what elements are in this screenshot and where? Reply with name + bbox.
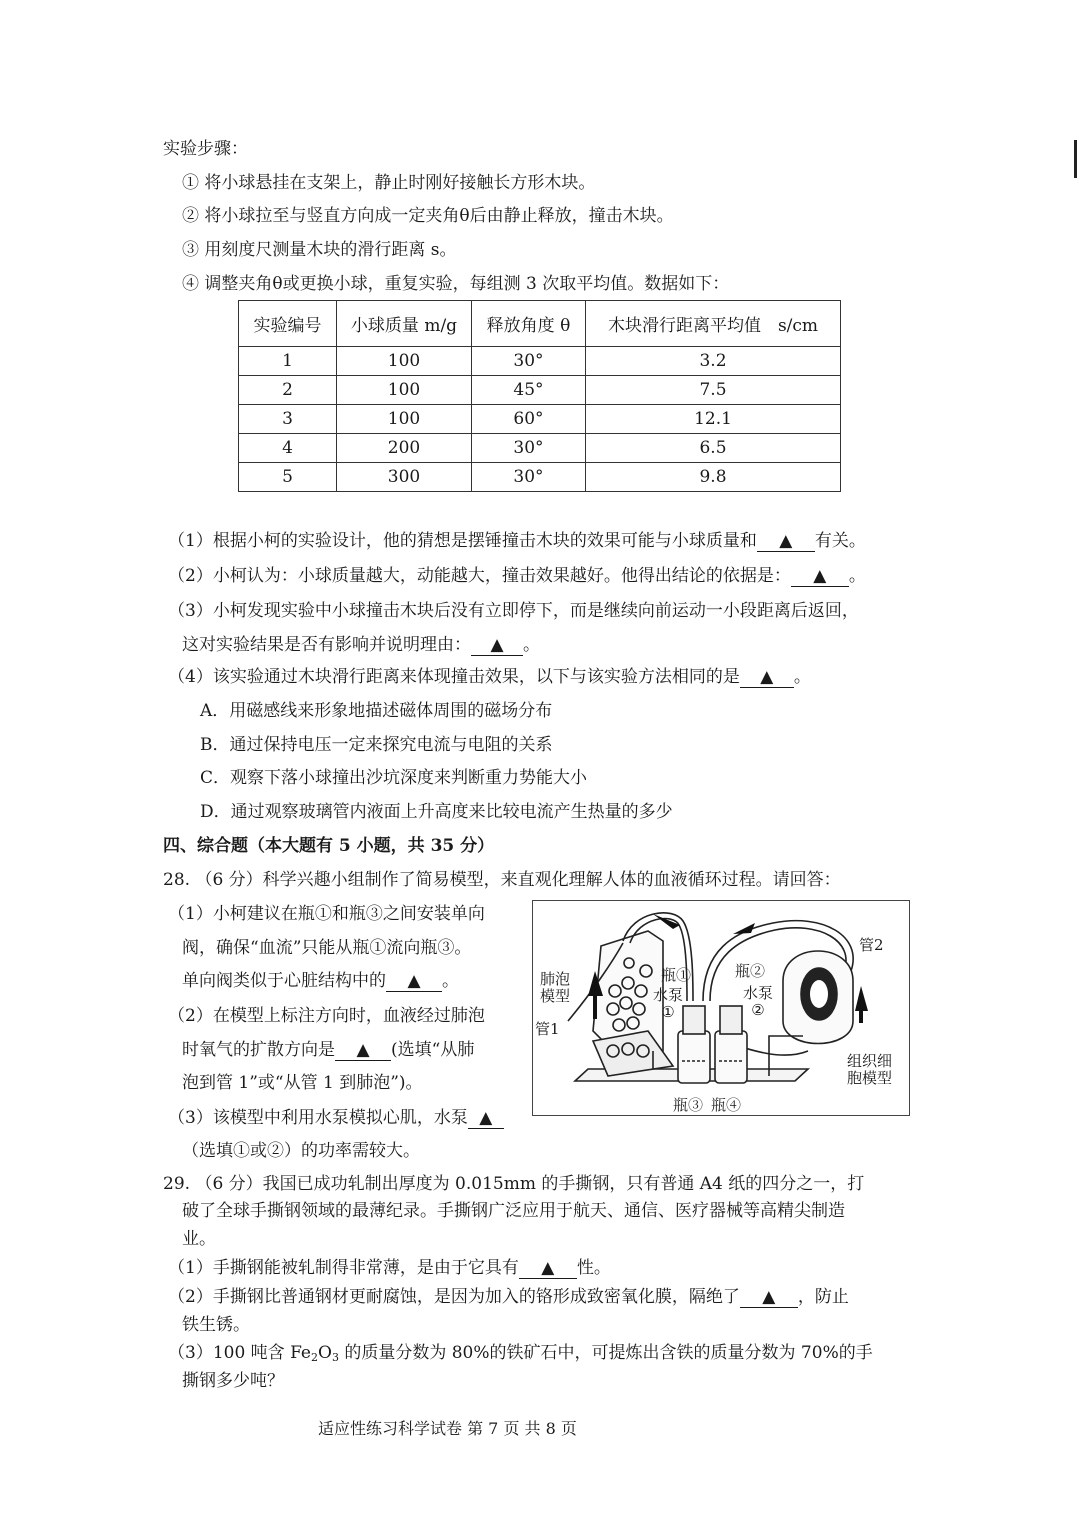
q29-part1-tail: 性。 [576, 1258, 611, 1278]
option-b[interactable]: B．通过保持电压一定来探究电流与电阻的关系 [200, 735, 553, 755]
answer-blank[interactable]: ▲ [791, 566, 849, 587]
label-pump-2: 水泵 ② [743, 984, 774, 1019]
section-heading: 四、综合题（本大题有 5 小题，共 35 分） [163, 836, 495, 856]
table-cell: 30° [472, 434, 586, 463]
q29-stem-line3: 业。 [182, 1229, 216, 1249]
answer-blank[interactable]: ▲ [757, 531, 815, 552]
q29-part3-text: （3）100 吨含 Fe [168, 1343, 311, 1363]
table-cell: 300 [337, 463, 472, 492]
answer-blank[interactable]: ▲ [740, 667, 794, 688]
q28-part1-tail: 。 [442, 971, 459, 991]
q27-part2 [168, 564, 866, 588]
q28-part1-text: 单向阀类似于心脏结构中的 [182, 971, 386, 991]
q28-part2-line3: 泡到管 1”或“从管 1 到肺泡”)。 [182, 1073, 423, 1093]
circulation-model-figure [532, 900, 910, 1116]
step-3: ③ 用刻度尺测量木块的滑行距离 s。 [182, 240, 457, 260]
q29-part2-tail: ，防止 [797, 1287, 849, 1307]
label-alveoli-model: 肺泡 模型 [540, 970, 571, 1005]
q27-part4-tail: 。 [793, 667, 811, 687]
q28-part2-line1: （2）在模型上标注方向时，血液经过肺泡 [168, 1006, 485, 1026]
step-4: ④ 调整夹角θ或更换小球，重复实验，每组测 3 次取平均值。数据如下： [182, 274, 730, 294]
table-header: 小球质量 m/g [337, 301, 472, 347]
table-cell: 9.8 [586, 463, 841, 492]
q29-part1-text: （1）手撕钢能被轧制得非常薄，是由于它具有 [168, 1258, 519, 1278]
option-c[interactable]: C．观察下落小球撞出沙坑深度来判断重力势能大小 [200, 768, 588, 788]
table-header: 释放角度 θ [472, 301, 586, 347]
answer-blank[interactable]: ▲ [386, 971, 442, 992]
answer-blank[interactable]: ▲ [468, 1108, 504, 1129]
q29-part2 [168, 1285, 849, 1309]
steps-heading: 实验步骤： [163, 139, 248, 159]
q29-part3-oxygen: O [318, 1343, 332, 1363]
table-cell: 7.5 [586, 376, 841, 405]
q27-part3-text: 这对实验结果是否有影响并说明理由： [182, 635, 471, 655]
q28-stem: 28. （6 分）科学兴趣小组制作了简易模型，来直观化理解人体的血液循环过程。请回答： [163, 870, 841, 890]
table-cell: 100 [337, 376, 472, 405]
table-row [239, 463, 841, 492]
table-cell: 60° [472, 405, 586, 434]
q28-part1-line3 [182, 969, 459, 993]
subscript: 2 [311, 1351, 318, 1364]
table-header: 实验编号 [239, 301, 337, 347]
table-cell: 30° [472, 347, 586, 376]
q27-part2-text: （2）小柯认为：小球质量越大，动能越大，撞击效果越好。他得出结论的依据是： [168, 566, 791, 586]
label-bottle-2: 瓶② [735, 962, 766, 980]
q27-part1-text: （1）根据小柯的实验设计，他的猜想是摆锤撞击木块的效果可能与小球质量和 [168, 531, 757, 551]
q28-part3-line2: （选填①或②）的功率需较大。 [182, 1141, 420, 1161]
subscript: 3 [331, 1351, 339, 1364]
table-cell: 1 [239, 347, 337, 376]
q27-part1 [168, 529, 866, 553]
table-cell: 30° [472, 463, 586, 492]
answer-blank[interactable]: ▲ [740, 1287, 798, 1308]
label-bottle-4: 瓶④ [711, 1096, 742, 1114]
page-footer: 适应性练习科学试卷 第 7 页 共 8 页 [318, 1419, 577, 1438]
q27-part3-line2 [182, 633, 540, 657]
label-tube-2: 管2 [859, 936, 884, 954]
q27-part3-line1: （3）小柯发现实验中小球撞击木块后没有立即停下，而是继续向前运动一小段距离后返回， [168, 601, 859, 621]
data-table [238, 300, 841, 492]
table-header-row [239, 301, 841, 347]
q28-part3-text: （3）该模型中利用水泵模拟心肌，水泵 [168, 1108, 468, 1128]
page-edge-mark [1074, 140, 1077, 178]
q27-part2-tail: 。 [848, 566, 866, 586]
q29-part3 [168, 1341, 873, 1365]
label-pump-1: 水泵 ① [653, 986, 684, 1021]
table-header: 木块滑行距离平均值 s/cm [586, 301, 841, 347]
label-bottle-3: 瓶③ [673, 1096, 704, 1114]
q28-part1-line1: （1）小柯建议在瓶①和瓶③之间安装单向 [168, 904, 485, 924]
table-cell: 100 [337, 347, 472, 376]
table-cell: 6.5 [586, 434, 841, 463]
table-cell: 200 [337, 434, 472, 463]
label-tissue-model: 组织细 胞模型 [847, 1052, 893, 1087]
q29-part3-rest: 的质量分数为 80%的铁矿石中，可提炼出含铁的质量分数为 70%的手 [338, 1343, 873, 1363]
step-1: ① 将小球悬挂在支架上，静止时刚好接触长方形木块。 [182, 173, 596, 193]
table-cell: 3.2 [586, 347, 841, 376]
table-row [239, 347, 841, 376]
q29-part2-text: （2）手撕钢比普通钢材更耐腐蚀，是因为加入的铬形成致密氧化膜，隔绝了 [168, 1287, 740, 1307]
table-cell: 2 [239, 376, 337, 405]
table-cell: 5 [239, 463, 337, 492]
label-tube-1: 管1 [535, 1020, 560, 1038]
q29-stem-line1: 29. （6 分）我国已成功轧制出厚度为 0.015mm 的手撕钢，只有普通 A4 纸的四分之一，打 [163, 1174, 865, 1194]
step-2: ② 将小球拉至与竖直方向成一定夹角θ后由静止释放，撞击木块。 [182, 206, 674, 226]
q29-part1 [168, 1256, 611, 1280]
q28-part2-text: 时氧气的扩散方向是 [182, 1040, 335, 1060]
table-cell: 100 [337, 405, 472, 434]
table-cell: 4 [239, 434, 337, 463]
answer-blank[interactable]: ▲ [519, 1258, 577, 1279]
option-a[interactable]: A．用磁感线来形象地描述磁体周围的磁场分布 [200, 701, 553, 721]
q28-part3-line1 [168, 1106, 504, 1130]
q29-part2-line2: 铁生锈。 [182, 1315, 250, 1335]
answer-blank[interactable]: ▲ [335, 1040, 391, 1061]
table-row [239, 405, 841, 434]
answer-blank[interactable]: ▲ [471, 635, 523, 656]
q27-part4-text: （4）该实验通过木块滑行距离来体现撞击效果，以下与该实验方法相同的是 [168, 667, 740, 687]
table-row [239, 376, 841, 405]
q28-part1-line2: 阀，确保“血流”只能从瓶①流向瓶③。 [182, 938, 472, 958]
table-cell: 45° [472, 376, 586, 405]
q27-part4 [168, 665, 811, 689]
table-row [239, 434, 841, 463]
table-cell: 12.1 [586, 405, 841, 434]
q29-stem-line2: 破了全球手撕钢领域的最薄纪录。手撕钢广泛应用于航天、通信、医疗器械等高精尖制造 [182, 1201, 845, 1221]
q27-part3-tail: 。 [523, 635, 540, 655]
q27-part1-tail: 有关。 [814, 531, 866, 551]
option-d[interactable]: D．通过观察玻璃管内液面上升高度来比较电流产生热量的多少 [200, 802, 673, 822]
q28-part2-tail: (选填“从肺 [391, 1040, 475, 1060]
q28-part2-line2 [182, 1038, 474, 1062]
table-cell: 3 [239, 405, 337, 434]
label-bottle-1: 瓶① [661, 966, 692, 984]
q29-part3-line2: 撕钢多少吨？ [182, 1371, 284, 1391]
